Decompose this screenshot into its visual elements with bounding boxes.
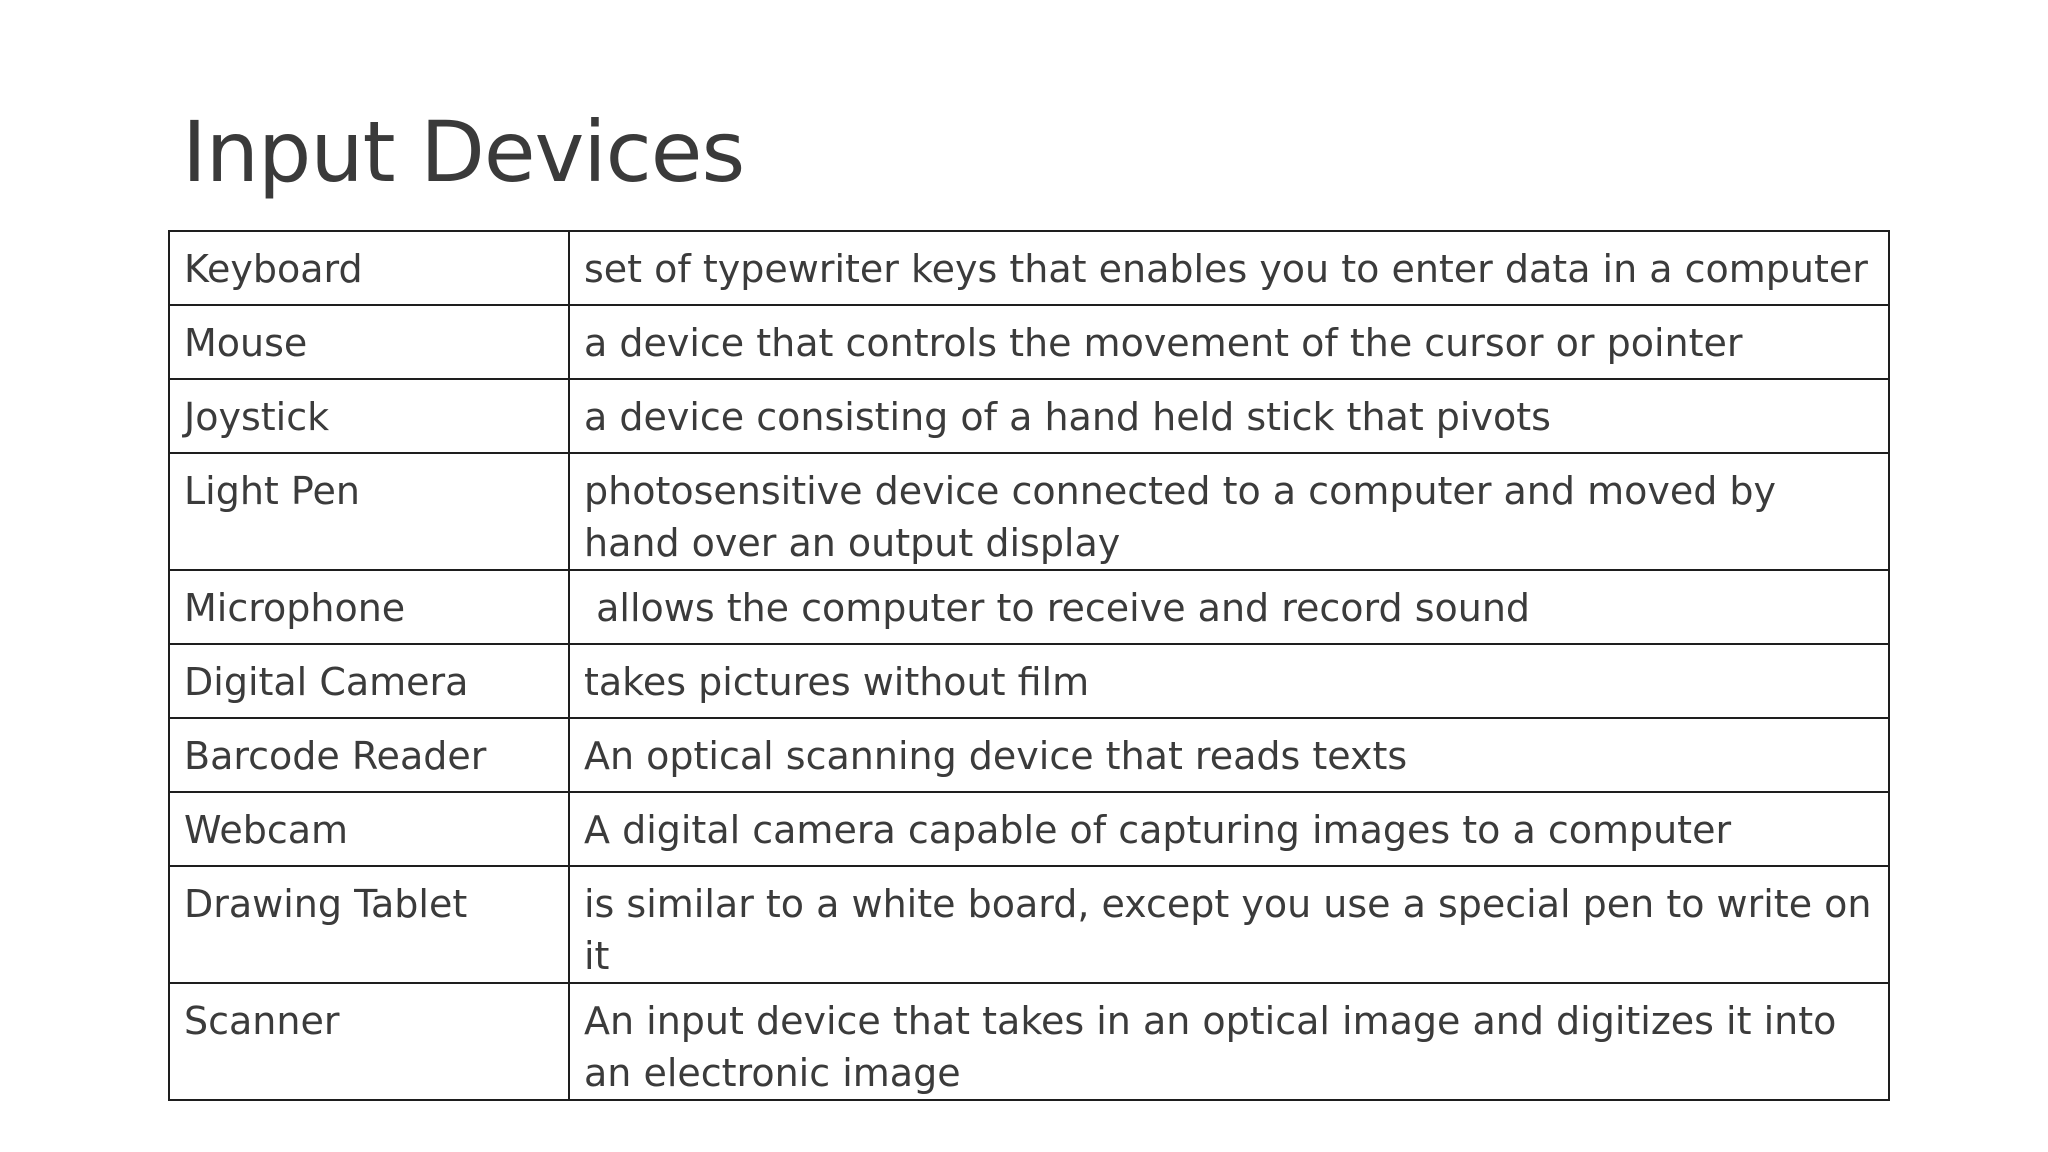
table-row [169, 718, 1889, 792]
table-row [169, 305, 1889, 379]
table-row [169, 379, 1889, 453]
table-row [169, 792, 1889, 866]
slide-title: Input Devices [182, 103, 745, 201]
device-description-cell: An input device that takes in an optical image and digitizes it into an electronic image [569, 983, 1889, 1100]
device-name-cell: Barcode Reader [169, 718, 569, 792]
device-name-cell: Microphone [169, 570, 569, 644]
device-description-cell: takes pictures without film [569, 644, 1889, 718]
device-description-cell: photosensitive device connected to a computer and moved by hand over an output display [569, 453, 1889, 570]
device-description-cell: allows the computer to receive and record sound [569, 570, 1889, 644]
device-name-cell: Drawing Tablet [169, 866, 569, 983]
table-row [169, 231, 1889, 305]
device-description-cell: set of typewriter keys that enables you to enter data in a computer [569, 231, 1889, 305]
device-name-cell: Mouse [169, 305, 569, 379]
table-row [169, 453, 1889, 570]
device-description-cell: is similar to a white board, except you use a special pen to write on it [569, 866, 1889, 983]
table-row [169, 644, 1889, 718]
device-name-cell: Keyboard [169, 231, 569, 305]
device-description-cell: An optical scanning device that reads texts [569, 718, 1889, 792]
device-description-cell: a device that controls the movement of the cursor or pointer [569, 305, 1889, 379]
device-name-cell: Webcam [169, 792, 569, 866]
table-row [169, 866, 1889, 983]
table-row [169, 983, 1889, 1100]
device-description-cell: a device consisting of a hand held stick that pivots [569, 379, 1889, 453]
input-devices-table [168, 230, 1890, 1101]
device-name-cell: Digital Camera [169, 644, 569, 718]
device-name-cell: Scanner [169, 983, 569, 1100]
device-description-cell: A digital camera capable of capturing images to a computer [569, 792, 1889, 866]
device-name-cell: Joystick [169, 379, 569, 453]
table-row [169, 570, 1889, 644]
device-name-cell: Light Pen [169, 453, 569, 570]
